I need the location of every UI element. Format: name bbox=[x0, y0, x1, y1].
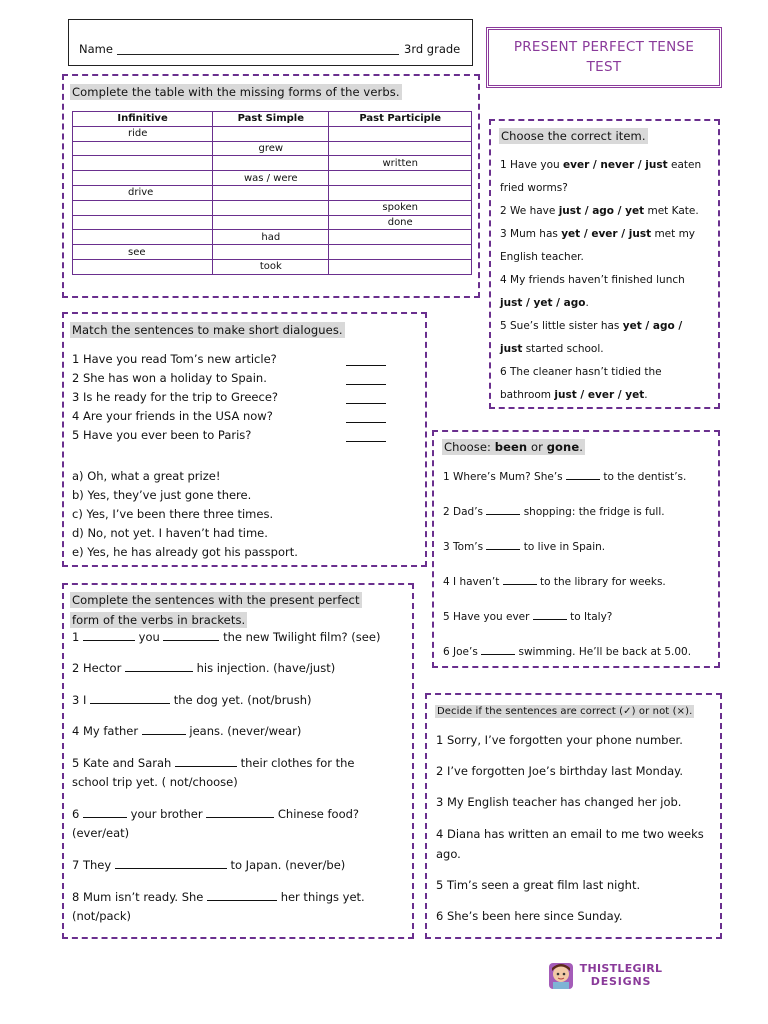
answer-blank[interactable] bbox=[346, 365, 386, 366]
cell[interactable] bbox=[73, 259, 213, 274]
cell[interactable] bbox=[213, 215, 329, 230]
verb-table-instruction: Complete the table with the missing forms of the verbs. bbox=[72, 85, 400, 99]
table-row bbox=[73, 126, 472, 141]
complete-instruction: Complete the sentences with the present perfect form of the verbs in brackets. bbox=[72, 593, 360, 627]
table-row bbox=[73, 171, 472, 186]
list-item: 6 She’s been here since Sunday. bbox=[436, 909, 623, 923]
list-item: 8 Mum isn’t ready. She her things yet. bbox=[72, 890, 365, 904]
list-item: 3 My English teacher has changed her job. bbox=[436, 795, 682, 809]
name-label: Name bbox=[79, 42, 113, 56]
list-item: 5 Have you ever been to Paris? bbox=[72, 428, 252, 442]
been-gone-section bbox=[432, 430, 720, 668]
list-item: 5 Have you ever to Italy? bbox=[443, 611, 613, 623]
title-box bbox=[486, 27, 722, 88]
col-header-infinitive: Infinitive bbox=[73, 112, 213, 127]
choose-item-instruction: Choose the correct item. bbox=[501, 129, 646, 143]
list-item: 4 My father jeans. (never/wear) bbox=[72, 724, 302, 738]
cell[interactable] bbox=[73, 215, 213, 230]
cell[interactable] bbox=[213, 156, 329, 171]
title-line-1: PRESENT PERFECT TENSE bbox=[513, 39, 695, 55]
logo-line-2: DESIGNS bbox=[590, 975, 652, 988]
answer-blank[interactable] bbox=[346, 422, 386, 423]
list-item: 1 Where’s Mum? She’s to the dentist’s. bbox=[443, 471, 687, 483]
decide-section: Decide if the sentences are correct (✓) or not (×). 1 Sorry, I’ve forgotten your phone number. 2 I’ve forgotten Joe’s birthday last Monday. 3 My English teacher has changed her job. 4 Diana has written an email to me two weeks ago. 5 Tim’s seen a great film last night. 6 She’s been here since Sunday. bbox=[425, 693, 722, 939]
thistlegirl-logo bbox=[548, 962, 666, 990]
answer-blank[interactable] bbox=[346, 384, 386, 385]
list-item: 1 you the new Twilight film? (see) bbox=[72, 630, 381, 644]
verb-table bbox=[72, 111, 472, 275]
list-item: 2 She has won a holiday to Spain. bbox=[72, 371, 267, 385]
cell[interactable]: had bbox=[213, 230, 329, 245]
list-item: 3 I the dog yet. (not/brush) bbox=[72, 693, 312, 707]
list-item: 2 I’ve forgotten Joe’s birthday last Monday. bbox=[436, 764, 683, 778]
cell[interactable] bbox=[213, 245, 329, 260]
cell[interactable] bbox=[329, 141, 472, 156]
cell[interactable]: ride bbox=[73, 126, 213, 141]
cell[interactable] bbox=[213, 185, 329, 200]
girl-face-icon bbox=[548, 962, 574, 990]
table-row bbox=[73, 200, 472, 215]
list-item: 3 Tom’s to live in Spain. bbox=[443, 541, 606, 553]
cell[interactable] bbox=[329, 230, 472, 245]
cell[interactable] bbox=[213, 200, 329, 215]
cell[interactable]: written bbox=[329, 156, 472, 171]
list-item: 2 Hector his injection. (have/just) bbox=[72, 661, 336, 675]
logo-line-1: THISTLEGIRL bbox=[579, 962, 663, 975]
cell[interactable]: was / were bbox=[213, 171, 329, 186]
list-item: a) Oh, what a great prize! bbox=[72, 469, 221, 483]
decide-instruction: Decide if the sentences are correct (✓) or not (×). bbox=[437, 706, 693, 717]
list-item: 6 your brother Chinese food? bbox=[72, 807, 360, 821]
cell[interactable] bbox=[329, 245, 472, 260]
list-item: 2 Dad’s shopping: the fridge is full. bbox=[443, 506, 665, 518]
list-item: c) Yes, I’ve been there three times. bbox=[72, 507, 274, 521]
list-item: 4 Are your friends in the USA now? bbox=[72, 409, 273, 423]
grade-label: 3rd grade bbox=[404, 42, 461, 56]
cell[interactable] bbox=[73, 141, 213, 156]
list-item: 1 Sorry, I’ve forgotten your phone number. bbox=[436, 733, 683, 747]
cell[interactable] bbox=[329, 126, 472, 141]
table-row bbox=[73, 245, 472, 260]
list-item: 1 Have you read Tom’s new article? bbox=[72, 352, 277, 366]
list-item: 3 Is he ready for the trip to Greece? bbox=[72, 390, 279, 404]
table-row bbox=[73, 215, 472, 230]
match-section bbox=[62, 312, 427, 567]
table-header-row bbox=[73, 112, 472, 127]
been-gone-instruction: Choose: been or gone. bbox=[444, 440, 584, 454]
table-row bbox=[73, 230, 472, 245]
col-header-past-simple: Past Simple bbox=[213, 112, 329, 127]
cell[interactable]: see bbox=[73, 245, 213, 260]
list-item: 4 Diana has written an email to me two weeks bbox=[436, 827, 704, 841]
complete-section: Complete the sentences with the present perfect form of the verbs in brackets. 1 you the new Twilight film? (see) 2 Hector his injection. (have/just) 3 I the dog yet. (not/brush) 4 My father jeans. (never/wear) 5 Kate and Sarah their clothes for the school trip yet. ( not/choose) 6 your brother Chinese food? (ever/eat) 7 They to Japan. (never/be) 8 Mum isn’t ready. She her things yet. (not/pack) bbox=[62, 583, 414, 939]
cell[interactable]: took bbox=[213, 259, 329, 274]
table-row bbox=[73, 156, 472, 171]
match-instruction: Match the sentences to make short dialogues. bbox=[72, 323, 343, 337]
cell[interactable] bbox=[73, 171, 213, 186]
choose-item-section: Choose the correct item. 1 Have you ever / never / just eaten fried worms? 2 We have just / ago / yet met Kate. 3 Mum has yet / ever / just met my English teacher. 4 My friends haven’t finished lunch just / yet / ago. 5 Sue’s little sister has yet / ago / just started school. 6 The cleaner hasn’t tidied the bathroom just / ever / yet. bbox=[489, 119, 720, 409]
cell[interactable] bbox=[73, 230, 213, 245]
cell[interactable] bbox=[213, 126, 329, 141]
list-item: 5 Kate and Sarah their clothes for the bbox=[72, 756, 355, 770]
verb-table-section bbox=[62, 74, 480, 298]
answer-blank[interactable] bbox=[346, 403, 386, 404]
table-row bbox=[73, 259, 472, 274]
col-header-past-participle: Past Participle bbox=[329, 112, 472, 127]
list-item: 5 Tim’s seen a great film last night. bbox=[436, 878, 641, 892]
list-item: b) Yes, they’ve just gone there. bbox=[72, 488, 252, 502]
cell[interactable] bbox=[329, 185, 472, 200]
cell[interactable]: done bbox=[329, 215, 472, 230]
list-item: 7 They to Japan. (never/be) bbox=[72, 858, 346, 872]
table-row bbox=[73, 185, 472, 200]
name-field[interactable] bbox=[117, 54, 399, 55]
table-row bbox=[73, 141, 472, 156]
cell[interactable] bbox=[73, 156, 213, 171]
cell[interactable]: grew bbox=[213, 141, 329, 156]
cell[interactable] bbox=[73, 200, 213, 215]
cell[interactable] bbox=[329, 259, 472, 274]
title-line-2: TEST bbox=[586, 59, 622, 75]
list-item: 4 I haven’t to the library for weeks. bbox=[443, 576, 666, 588]
list-item: 6 Joe’s swimming. He’ll be back at 5.00. bbox=[443, 646, 692, 658]
cell[interactable] bbox=[329, 171, 472, 186]
list-item: e) Yes, he has already got his passport. bbox=[72, 545, 298, 559]
cell[interactable]: spoken bbox=[329, 200, 472, 215]
cell[interactable]: drive bbox=[73, 185, 213, 200]
name-box bbox=[68, 19, 473, 66]
page-title bbox=[489, 37, 719, 77]
list-item: d) No, not yet. I haven’t had time. bbox=[72, 526, 268, 540]
answer-blank[interactable] bbox=[346, 441, 386, 442]
